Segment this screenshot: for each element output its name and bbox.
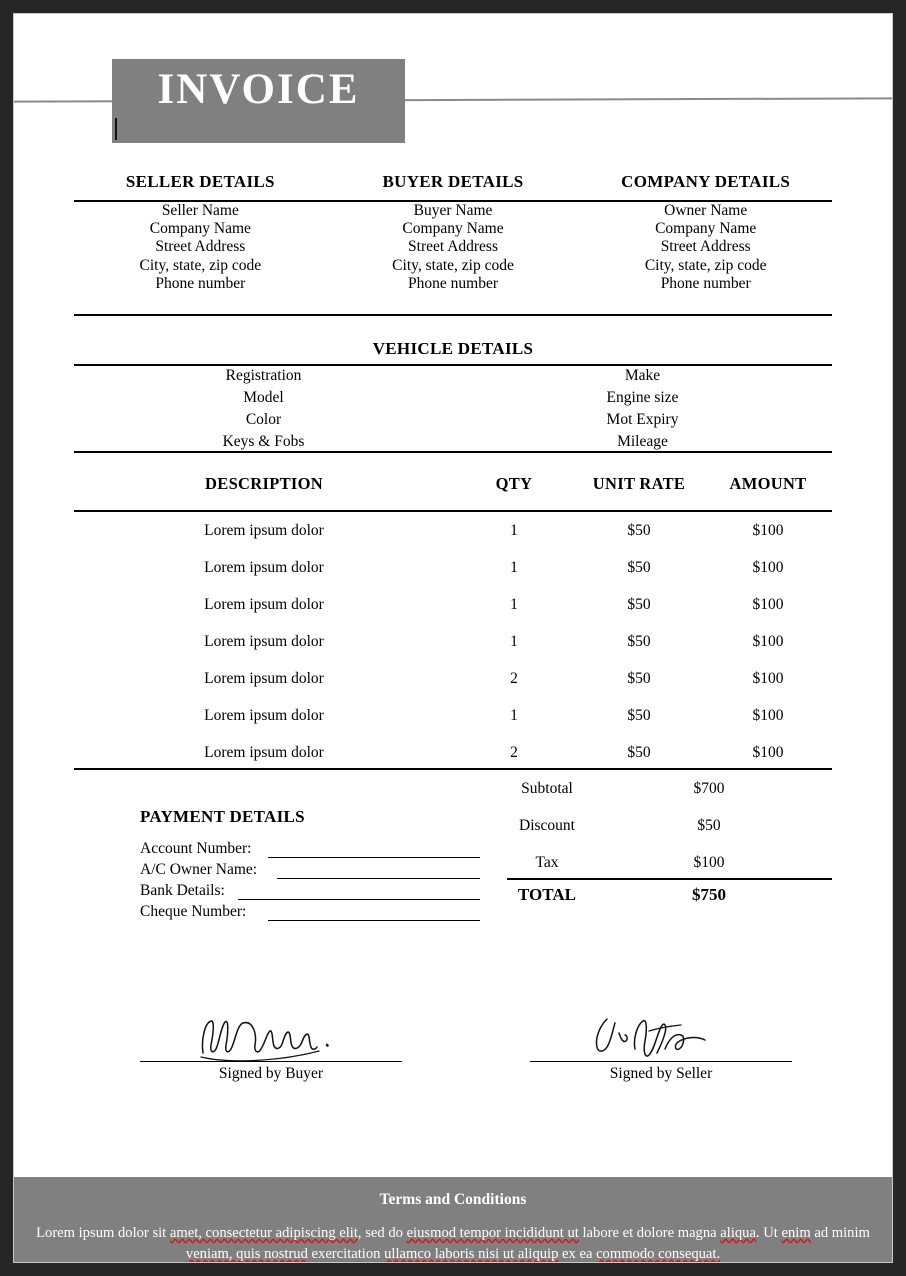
grand-total-row	[454, 880, 832, 910]
text-cursor	[115, 118, 117, 140]
terms-text-segment: ad minim	[810, 1225, 870, 1241]
items-table-header	[74, 474, 832, 494]
column-header-amount: AMOUNT	[729, 474, 807, 493]
cheque-number-field[interactable]	[140, 903, 480, 924]
terms-misspelled-segment: enim	[781, 1225, 811, 1241]
terms-misspelled-segment: ullamco laboris nisi ut aliquip	[384, 1246, 559, 1262]
cheque-number-label: Cheque Number:	[140, 903, 247, 920]
company-line: City, state, zip code	[644, 256, 767, 274]
vehicle-row	[74, 387, 832, 409]
terms-title: Terms and Conditions	[379, 1191, 527, 1208]
item-unit-rate: $50	[627, 521, 651, 539]
account-number-label: Account Number:	[140, 840, 252, 857]
buyer-details-column	[327, 202, 580, 293]
company-details-heading: COMPANY DETAILS	[621, 172, 791, 191]
item-unit-rate: $50	[627, 706, 651, 724]
vehicle-field-label: Model	[243, 389, 284, 406]
buyer-line: Phone number	[408, 274, 498, 292]
terms-text-segment: exercitation	[307, 1246, 385, 1262]
buyer-signature-caption: Signed by Buyer	[218, 1065, 324, 1082]
discount-label: Discount	[519, 816, 575, 834]
terms-misspelled-segment: veniam, quis nostrud	[185, 1246, 308, 1262]
item-unit-rate: $50	[627, 632, 651, 650]
vehicle-row	[74, 431, 832, 453]
buyer-signature-block	[140, 1009, 402, 1083]
column-header-qty: QTY	[495, 474, 533, 493]
buyer-details-heading: BUYER DETAILS	[382, 172, 524, 191]
parties-body	[74, 202, 832, 293]
invoice-title-badge	[112, 59, 405, 143]
item-description: Lorem ipsum dolor	[204, 743, 324, 761]
item-description: Lorem ipsum dolor	[204, 521, 324, 539]
item-qty: 1	[510, 558, 518, 576]
terms-text-segment: Lorem ipsum dolor sit	[36, 1225, 170, 1241]
seller-details-heading: SELLER DETAILS	[125, 172, 275, 191]
buyer-line: Buyer Name	[413, 202, 493, 219]
item-description: Lorem ipsum dolor	[204, 632, 324, 650]
ac-owner-name-field[interactable]	[140, 861, 480, 882]
vehicle-field-label: Engine size	[606, 389, 679, 406]
payment-details-fields	[140, 840, 480, 924]
seller-line: Company Name	[149, 220, 251, 238]
item-amount: $100	[752, 632, 784, 650]
company-line: Street Address	[660, 238, 751, 256]
item-description: Lorem ipsum dolor	[204, 595, 324, 613]
company-details-column	[579, 202, 832, 293]
totals-row	[454, 807, 832, 844]
item-description: Lorem ipsum dolor	[204, 558, 324, 576]
seller-line: Seller Name	[161, 202, 239, 219]
item-qty: 1	[510, 706, 518, 724]
seller-details-column	[74, 202, 327, 293]
item-amount: $100	[752, 706, 784, 724]
vehicle-details-heading: VEHICLE DETAILS	[372, 339, 534, 358]
terms-body	[14, 1209, 892, 1262]
discount-value: $50	[697, 816, 721, 834]
item-unit-rate: $50	[627, 595, 651, 613]
terms-misspelled-segment: commodo consequat.	[596, 1246, 721, 1262]
cheque-number-blank[interactable]	[268, 920, 480, 921]
item-amount: $100	[752, 521, 784, 539]
bank-details-blank[interactable]	[238, 899, 480, 900]
subtotal-value: $700	[693, 779, 725, 797]
page-title: INVOICE	[157, 66, 360, 113]
totals-block	[454, 770, 832, 881]
terms-text-segment: , sed do	[357, 1225, 407, 1241]
seller-line: City, state, zip code	[139, 256, 262, 274]
ac-owner-name-label: A/C Owner Name:	[140, 861, 258, 878]
item-qty: 1	[510, 521, 518, 539]
buyer-line: Street Address	[408, 238, 498, 256]
terms-misspelled-segment: eiusmod tempor incididunt ut	[406, 1225, 579, 1241]
terms-text-segment: . Ut	[755, 1225, 782, 1241]
account-number-field[interactable]	[140, 840, 480, 861]
bank-details-field[interactable]	[140, 882, 480, 903]
vehicle-details-body	[74, 365, 832, 453]
seller-signature-block	[530, 1009, 792, 1083]
seller-line: Street Address	[155, 238, 246, 256]
table-row	[74, 697, 832, 734]
items-table-body	[74, 512, 832, 771]
ac-owner-name-blank[interactable]	[277, 878, 480, 879]
column-header-unit-rate: UNIT RATE	[592, 474, 686, 493]
vehicle-field-label: Registration	[225, 367, 302, 384]
item-qty: 1	[510, 595, 518, 613]
table-row	[74, 623, 832, 660]
item-amount: $100	[752, 558, 784, 576]
subtotal-label: Subtotal	[521, 779, 573, 797]
terms-misspelled-segment: aliqua	[720, 1225, 756, 1241]
totals-row	[454, 844, 832, 881]
vehicle-field-label: Color	[245, 411, 282, 428]
terms-misspelled-segment: amet, consectetur adipiscing elit	[169, 1225, 358, 1241]
item-qty: 2	[510, 669, 518, 687]
invoice-masthead	[14, 14, 892, 164]
payment-details-heading: PAYMENT DETAILS	[140, 807, 305, 826]
item-qty: 1	[510, 632, 518, 650]
item-amount: $100	[752, 669, 784, 687]
seller-line: Phone number	[155, 274, 246, 292]
bank-details-label: Bank Details:	[140, 882, 225, 899]
table-row	[74, 549, 832, 586]
item-description: Lorem ipsum dolor	[204, 706, 324, 724]
parties-bottom-rule	[74, 314, 832, 316]
vehicle-field-label: Make	[624, 367, 661, 384]
buyer-line: City, state, zip code	[392, 256, 514, 274]
company-line: Owner Name	[664, 202, 748, 219]
totals-row	[454, 770, 832, 807]
table-row	[74, 512, 832, 549]
vehicle-row	[74, 409, 832, 431]
buyer-signature-mark	[140, 1009, 402, 1061]
seller-signature-caption: Signed by Seller	[609, 1065, 713, 1082]
vehicle-field-label: Mileage	[617, 433, 668, 450]
column-header-description: DESCRIPTION	[205, 474, 323, 493]
item-amount: $100	[752, 595, 784, 613]
grand-total-label: TOTAL	[518, 885, 576, 904]
terms-text-segment: ex ea	[558, 1246, 597, 1262]
tax-value: $100	[693, 853, 725, 871]
invoice-page	[14, 14, 892, 1262]
table-row	[74, 734, 832, 771]
item-amount: $100	[752, 743, 784, 761]
company-line: Phone number	[660, 274, 751, 292]
seller-signature-mark	[530, 1009, 792, 1061]
table-row	[74, 586, 832, 623]
item-unit-rate: $50	[627, 743, 651, 761]
vehicle-row	[74, 365, 832, 387]
item-unit-rate: $50	[627, 558, 651, 576]
grand-total-value: $750	[692, 885, 726, 904]
item-qty: 2	[510, 743, 518, 761]
tax-label: Tax	[535, 853, 559, 871]
account-number-blank[interactable]	[268, 857, 480, 858]
terms-and-conditions-footer	[14, 1177, 892, 1262]
table-row	[74, 660, 832, 697]
terms-text-segment: labore et dolore magna	[578, 1225, 721, 1241]
buyer-line: Company Name	[402, 220, 504, 238]
item-unit-rate: $50	[627, 669, 651, 687]
vehicle-bottom-rule	[74, 451, 832, 453]
vehicle-field-label: Keys & Fobs	[222, 433, 305, 450]
item-description: Lorem ipsum dolor	[204, 669, 324, 687]
vehicle-field-label: Mot Expiry	[606, 411, 679, 428]
parties-headings	[74, 172, 832, 192]
company-line: Company Name	[655, 220, 757, 238]
